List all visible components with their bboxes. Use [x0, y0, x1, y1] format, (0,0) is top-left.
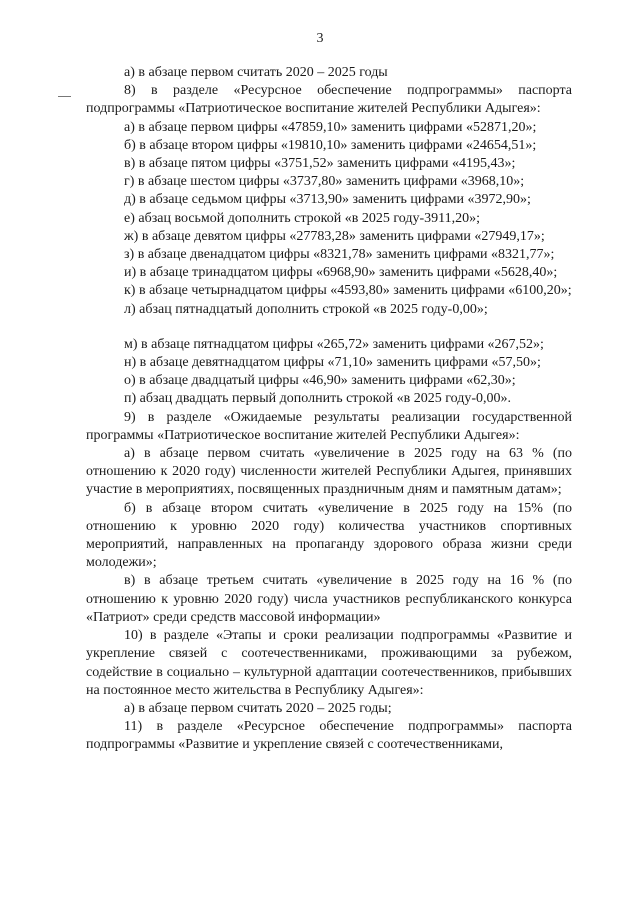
- paragraph: д) в абзаце седьмом цифры «3713,90» заменить цифрами «3972,90»;: [124, 192, 531, 208]
- paragraph: л) абзац пятнадцатый дополнить строкой «в 2025 году-0,00»;: [124, 301, 488, 317]
- paragraph: а) в абзаце первом цифры «47859,10» заменить цифрами «52871,20»;: [124, 119, 537, 135]
- paragraph: 8) в разделе «Ресурсное обеспечение подпрограммы» паспорта подпрограммы «Патриотическое воспитание жителей Республики Адыгея»:: [86, 83, 572, 117]
- paragraph: а) в абзаце первом считать «увеличение в 2025 году на 63 % (по отношению к 2020 году) численности жителей Республики Адыгея, принявших участие в мероприятиях, посвященных праздничным дням и памятным датам»;: [86, 446, 572, 498]
- paragraph: в) в абзаце пятом цифры «3751,52» заменить цифрами «4195,43»;: [124, 156, 516, 172]
- paragraph: 10) в разделе «Этапы и сроки реализации подпрограммы «Развитие и укрепление связей с соотечественниками, проживающими за рубежом, содействие в социально – культурной адаптации соотечественников, прибывших на постоянное место жительства в Республику Адыгея»:: [86, 628, 572, 698]
- paragraph: е) абзац восьмой дополнить строкой «в 2025 году-3911,20»;: [124, 210, 481, 226]
- scan-mark: [58, 96, 71, 97]
- paragraph: 9) в разделе «Ожидаемые результаты реализации государственной программы «Патриотическое воспитание жителей Республики Адыгея»:: [86, 409, 572, 443]
- page-number: 3: [316, 31, 324, 46]
- document-body: [86, 64, 572, 755]
- paragraph: а) в абзаце первом считать 2020 – 2025 годы: [124, 65, 388, 80]
- paragraph: п) абзац двадцать первый дополнить строкой «в 2025 году-0,00».: [124, 391, 512, 407]
- paragraph: в) в абзаце третьем считать «увеличение в 2025 году на 16 % (по отношению к уровню 2020 году) числа участников республиканского конкурса «Патриот» среди средств массовой информации»: [86, 573, 572, 625]
- paragraph: а) в абзаце первом считать 2020 – 2025 годы;: [124, 700, 392, 716]
- paragraph: 11) в разделе «Ресурсное обеспечение подпрограммы» паспорта подпрограммы «Развитие и укрепление связей с соотечественниками,: [86, 719, 572, 753]
- paragraph: к) в абзаце четырнадцатом цифры «4593,80» заменить цифрами «6100,20»;: [124, 283, 572, 299]
- paragraph: з) в абзаце двенадцатом цифры «8321,78» заменить цифрами «8321,77»;: [124, 247, 555, 263]
- paragraph: н) в абзаце девятнадцатом цифры «71,10» заменить цифрами «57,50»;: [124, 355, 541, 371]
- paragraph: ж) в абзаце девятом цифры «27783,28» заменить цифрами «27949,17»;: [124, 228, 545, 244]
- paragraph: г) в абзаце шестом цифры «3737,80» заменить цифрами «3968,10»;: [124, 174, 525, 190]
- paragraph: о) в абзаце двадцатый цифры «46,90» заменить цифрами «62,30»;: [124, 373, 516, 389]
- paragraph: б) в абзаце втором цифры «19810,10» заменить цифрами «24654,51»;: [124, 137, 537, 153]
- blank-line: [86, 319, 572, 336]
- paragraph: б) в абзаце втором считать «увеличение в 2025 году на 15% (по отношению к уровню 2020 году) количества участников спортивных мероприятий, направленных на пропаганду здорового образа жизни среди молодежи»;: [86, 500, 572, 571]
- paragraph: м) в абзаце пятнадцатом цифры «265,72» заменить цифрами «267,52»;: [124, 336, 544, 352]
- paragraph: и) в абзаце тринадцатом цифры «6968,90» заменить цифрами «5628,40»;: [124, 265, 558, 281]
